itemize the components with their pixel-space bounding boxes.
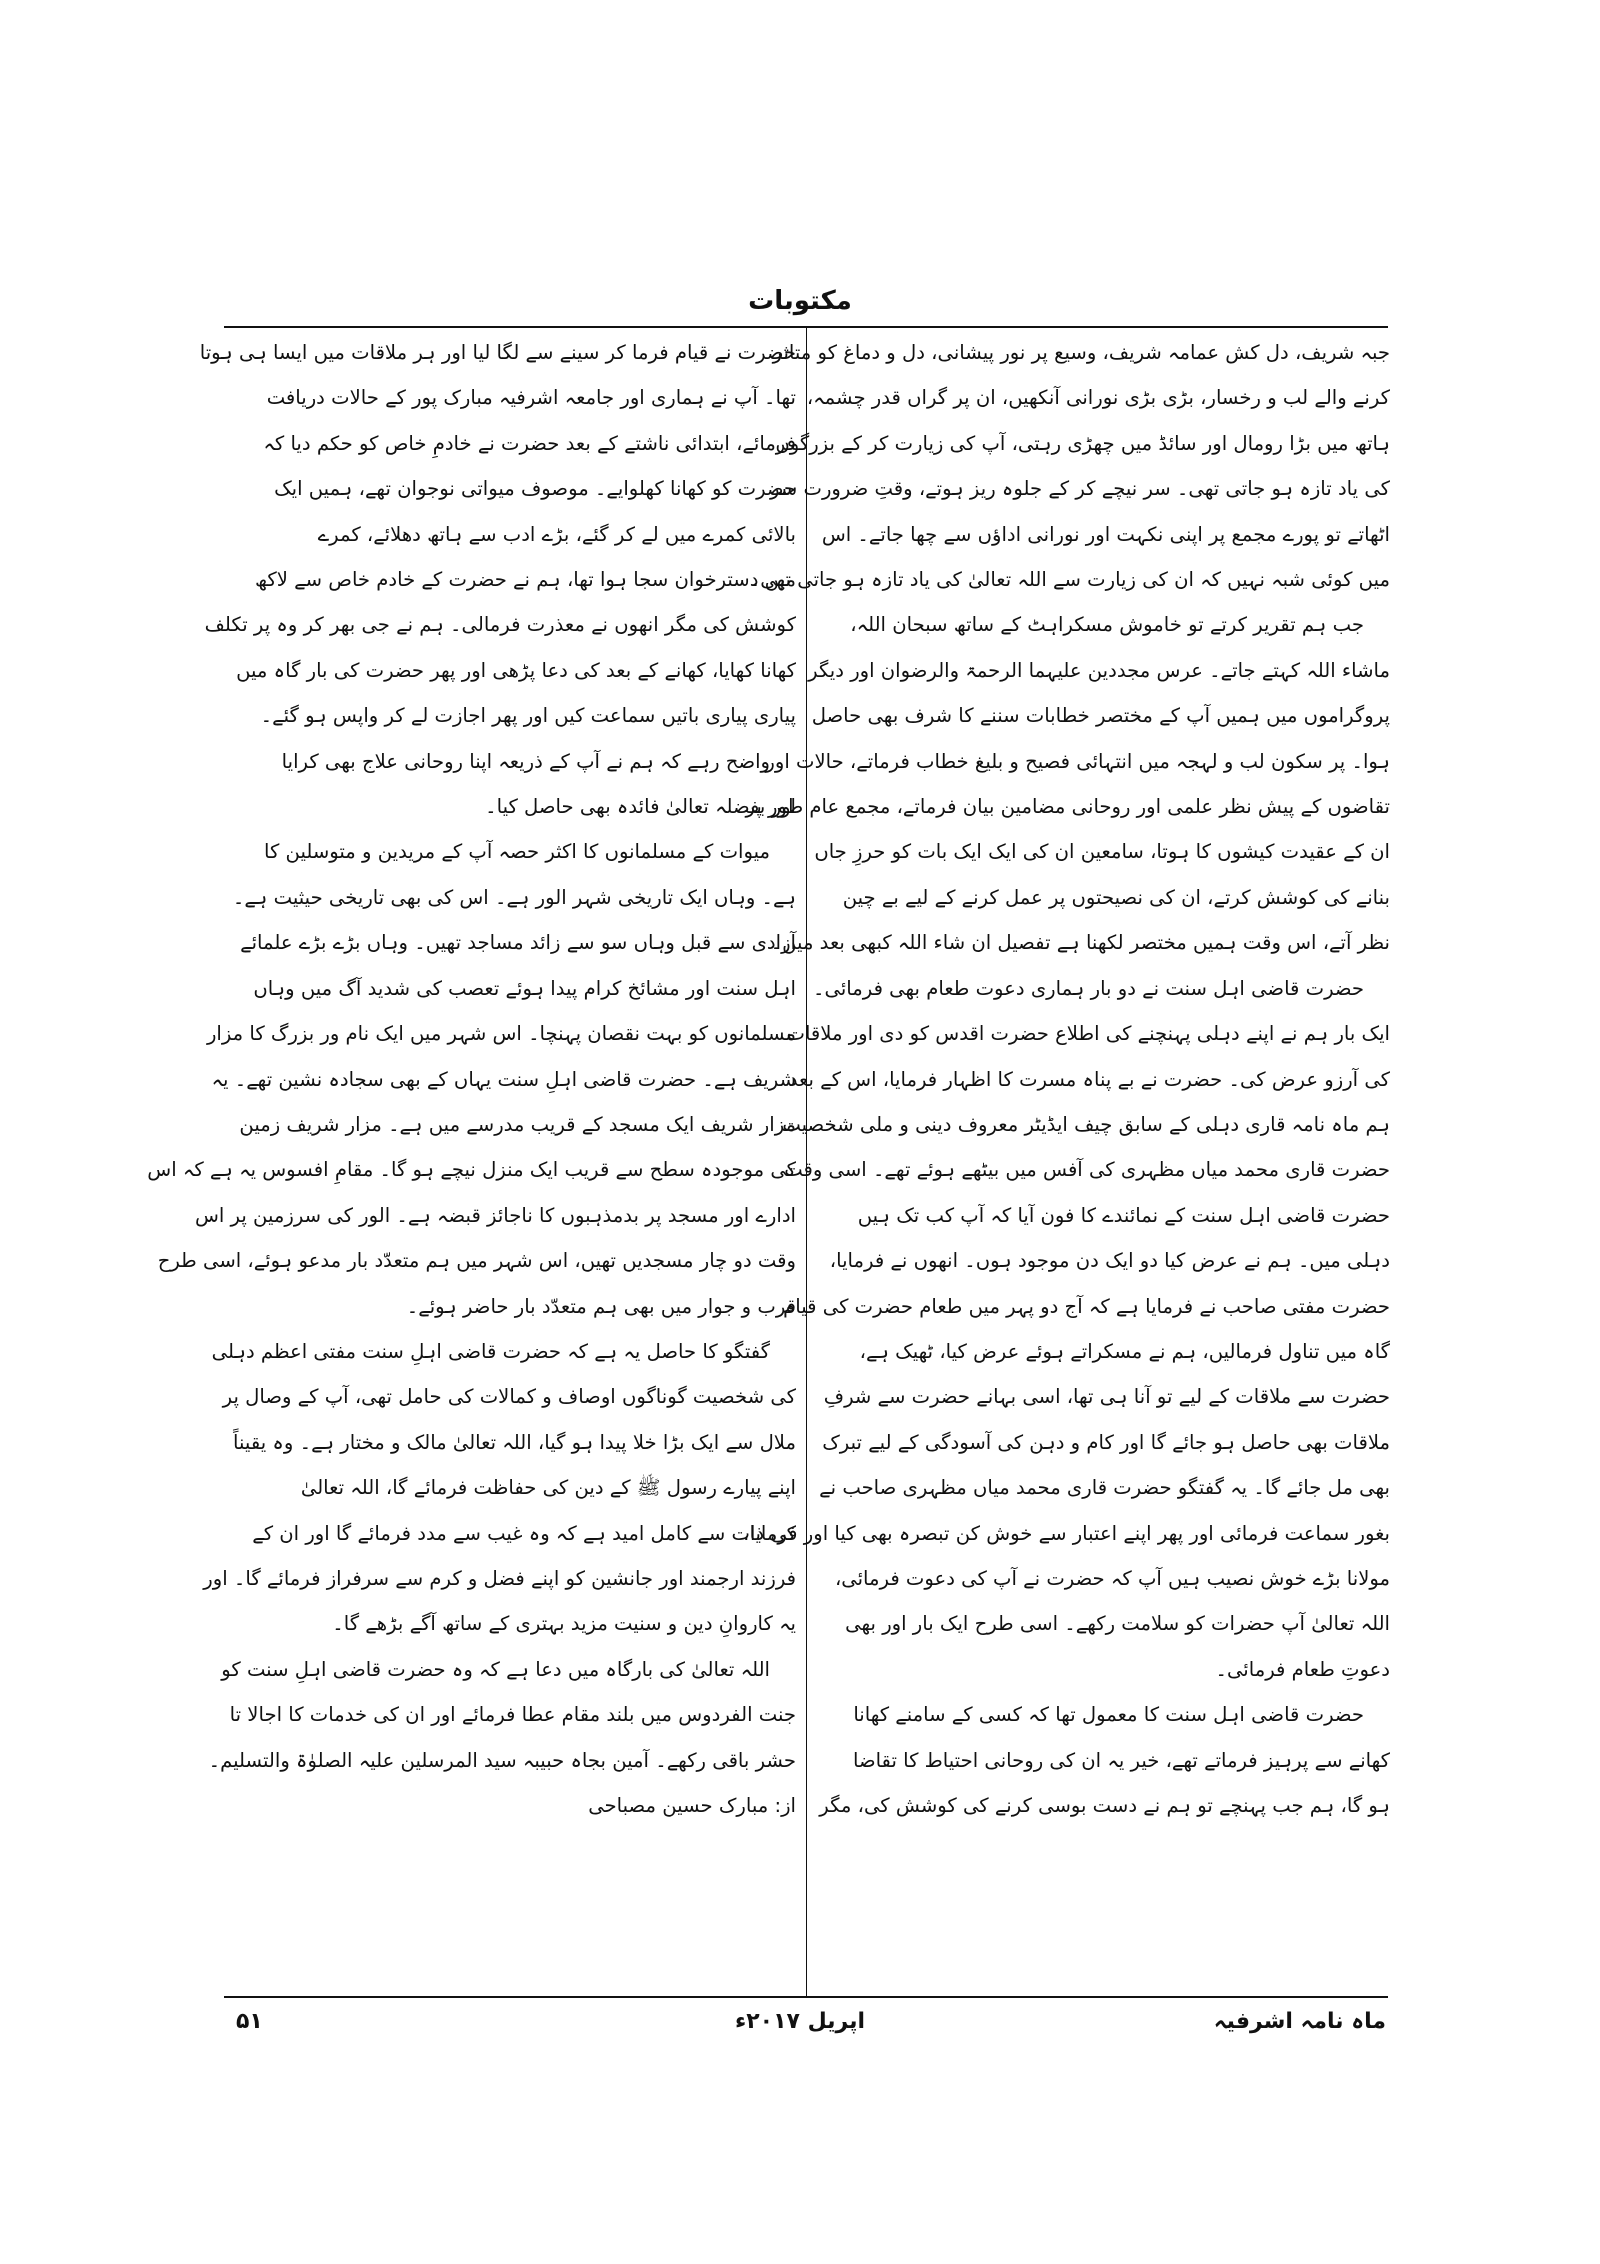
text-line: ہے۔ وہاں ایک تاریخی شہر الور ہے۔ اس کی بھی تاریخی حیثیت ہے۔ [232,885,796,909]
text-line: ادارے اور مسجد پر بدمذہبوں کا ناجائز قبضہ ہے۔ الور کی سرزمین پر اس [194,1203,796,1227]
text-line: جنت الفردوس میں بلند مقام عطا فرمائے اور ان کی خدمات کا اجالا تا [229,1703,796,1727]
text-line: ہو گا، ہم جب پہنچے تو ہم نے دست بوسی کرنے کی کوشش کی، مگر [819,1794,1390,1817]
text-line: فرزند ارجمند اور جانشین کو اپنے فضل و کرم سے سرفراز فرمائے گا۔ اور [203,1566,796,1590]
text-line: حضرت قاضی اہل سنت کے نمائندے کا فون آیا کہ آپ کب تک ہیں [857,1203,1390,1227]
right-column [743,330,1390,1990]
text-line: یہ کاروانِ دین و سنیت مزید بہتری کے ساتھ آگے بڑھے گا۔ [332,1612,796,1636]
text-line: ہوا۔ پر سکون لب و لہجہ میں انتہائی فصیح و بلیغ خطاب فرماتے، حالات اور [765,749,1390,773]
text-line: مسلمانوں کو بہت نقصان پہنچا۔ اس شہر میں ایک نام ور بزرگ کا مزار [206,1022,796,1046]
author-signature: از: مبارک حسین مصباحی [588,1794,796,1817]
text-line: جب ہم تقریر کرتے تو خاموش مسکراہٹ کے ساتھ سبحان اللہ، [850,613,1364,637]
text-line: قرب و جوار میں بھی ہم متعدّد بار حاضر ہوئے۔ [406,1294,796,1318]
text-line: تقاضوں کے پیش نظر علمی اور روحانی مضامین بیان فرماتے، مجمع عام طور پر [745,795,1390,819]
text-line: کی موجودہ سطح سے قریب ایک منزل نیچے ہو گا۔ مقامِ افسوس یہ ہے کہ اس [147,1158,796,1182]
left-column [147,330,796,1990]
text-line: اللہ تعالیٰ آپ حضرات کو سلامت رکھے۔ اسی طرح ایک بار اور بھی [845,1612,1390,1636]
text-line: حضرت قاضی اہل سنت نے دو بار ہماری دعوت طعام بھی فرمائی۔ [813,976,1364,1000]
text-line: تھا۔ آپ نے ہماری اور جامعہ اشرفیہ مبارک پور کے حالات دریافت [266,386,796,410]
text-line: وقت دو چار مسجدیں تھیں، اس شہر میں ہم متعدّد بار مدعو ہوئے، اسی طرح [157,1249,796,1273]
text-line: حضرت نے قیام فرما کر سینے سے لگا لیا اور ہر ملاقات میں ایسا ہی ہوتا [199,341,796,364]
text-line: میں کوئی شبہ نہیں کہ ان کی زیارت سے اللہ تعالیٰ کی یاد تازہ ہو جاتی تھی۔ [748,568,1390,592]
text-line: نظر آتے، اس وقت ہمیں مختصر لکھنا ہے تفصیل ان شاء اللہ کبھی بعد میں۔ [770,931,1390,955]
text-line: ماشاء اللہ کہتے جاتے۔ عرس مجددین علیہما الرحمۃ والرضوان اور دیگر [808,658,1390,682]
text-line: بغور سماعت فرمائی اور پھر اپنے اعتبار سے خوش کن تبصرہ بھی کیا اور فرمایا، [743,1521,1390,1545]
text-line: آزادی سے قبل وہاں سو سے زائد مساجد تھیں۔ وہاں بڑے بڑے علمائے [240,931,796,955]
text-line: ہاتھ میں بڑا رومال اور سائڈ میں چھڑی رہتی، آپ کی زیارت کر کے بزرگوں [775,431,1390,455]
text-line: اور بفضلہ تعالیٰ فائدہ بھی حاصل کیا۔ [485,795,796,819]
text-line: دہلی میں۔ ہم نے عرض کیا دو ایک دن موجود ہوں۔ انھوں نے فرمایا، [829,1249,1390,1273]
text-line: ایک بار ہم نے اپنے دہلی پہنچنے کی اطلاع حضرت اقدس کو دی اور ملاقات [786,1022,1390,1046]
text-line: گاہ میں تناول فرمالیں، ہم نے مسکراتے ہوئے عرض کیا، ٹھیک ہے، [859,1339,1390,1363]
text-line: کرنے والے لب و رخسار، بڑی بڑی نورانی آنکھیں، ان پر گراں قدر چشمہ، [806,386,1390,410]
text-line: کھانا کھایا، کھانے کے بعد کی دعا پڑھی اور پھر حضرت کی بار گاہ میں [236,658,796,682]
text-line: گفتگو کا حاصل یہ ہے کہ حضرت قاضی اہلِ سنت مفتی اعظم دہلی [211,1339,770,1363]
text-line: اللہ تعالیٰ کی بارگاہ میں دعا ہے کہ وہ حضرت قاضی اہلِ سنت کو [221,1657,770,1681]
text-line: کی یاد تازہ ہو جاتی تھی۔ سر نیچے کر کے جلوہ ریز ہوتے، وقتِ ضرورت سر [770,477,1390,501]
text-line: مولانا بڑے خوش نصیب ہیں آپ کہ حضرت نے آپ کی دعوت فرمائی، [834,1566,1390,1590]
text-line: حضرت مفتی صاحب نے فرمایا ہے کہ آج دو پہر میں طعام حضرت کی قیام [783,1294,1390,1318]
magazine-name: ماہ نامہ اشرفیہ [1213,2009,1386,2034]
text-line: میں دسترخوان سجا ہوا تھا، ہم نے حضرت کے خادم خاص سے لاکھ [255,568,796,592]
text-line: میوات کے مسلمانوں کا اکثر حصہ آپ کے مریدین و متوسلین کا [264,840,770,864]
text-line: فرمائے، ابتدائی ناشتے کے بعد حضرت نے خادمِ خاص کو حکم دیا کہ [263,431,796,455]
text-line: دعوتِ طعام فرمائی۔ [1215,1657,1390,1681]
text-line: اٹھاتے تو پورے مجمع پر اپنی نکہت اور نورانی اداؤں سے چھا جاتے۔ اس [821,522,1390,546]
text-line: کی آرزو عرض کی۔ حضرت نے بے پناہ مسرت کا اظہار فرمایا، اس کے بعد [788,1067,1390,1091]
page-number: ۵۱ [236,2009,263,2034]
text-line: بالائی کمرے میں لے کر گئے، بڑے ادب سے ہاتھ دھلائے، کمرے [317,522,796,546]
text-line: حضرت سے ملاقات کے لیے تو آنا ہی تھا، اسی بہانے حضرت سے شرفِ [823,1385,1390,1409]
text-line: پیاری پیاری باتیں سماعت کیں اور پھر اجازت لے کر واپس ہو گئے۔ [260,704,796,728]
text-line: بھی مل جائے گا۔ یہ گفتگو حضرت قاری محمد میاں مظہری صاحب نے [819,1476,1390,1500]
text-line: اپنے پیارے رسول ﷺ کے دین کی حفاظت فرمائے گا، اللہ تعالیٰ [300,1476,796,1500]
text-line: حشر باقی رکھے۔ آمین بجاہ حبیبہ سید المرسلین علیہ الصلوٰۃ والتسلیم۔ [208,1748,796,1772]
text-line: ہم ماہ نامہ قاری دہلی کے سابق چیف ایڈیٹر معروف دینی و ملی شخصیت [782,1112,1390,1136]
text-line: ملال سے ایک بڑا خلا پیدا ہو گیا، اللہ تعالیٰ مالک و مختار ہے۔ وہ یقیناً [233,1430,796,1454]
text-line: شریف ہے۔ حضرت قاضی اہلِ سنت یہاں کے بھی سجادہ نشین تھے۔ یہ [211,1067,796,1091]
text-line: کی ذات سے کامل امید ہے کہ وہ غیب سے مدد فرمائے گا اور ان کے [252,1521,796,1545]
text-line: پروگراموں میں ہمیں آپ کے مختصر خطابات سننے کا شرف بھی حاصل [811,704,1390,728]
text-line: جبہ شریف، دل کش عمامہ شریف، وسیع پر نور پیشانی، دل و دماغ کو متاثر [772,341,1390,364]
text-line: کی شخصیت گوناگوں اوصاف و کمالات کی حامل تھی، آپ کے وصال پر [222,1385,796,1409]
text-line: حضرت قاری محمد میاں مظہری کی آفس میں بیٹھے ہوئے تھے۔ اسی وقت [784,1158,1390,1182]
footer-rule [224,1996,1388,1998]
text-line: ان کے عقیدت کیشوں کا ہوتا، سامعین ان کی ایک ایک بات کو حرزِ جاں [814,840,1390,864]
text-line: ملاقات بھی حاصل ہو جائے گا اور کام و دہن کی آسودگی کے لیے تبرک [822,1430,1390,1454]
page-title: مکتوبات [748,286,852,316]
text-line: حضرت قاضی اہل سنت کا معمول تھا کہ کسی کے سامنے کھانا [853,1703,1364,1727]
text-line: اہل سنت اور مشائخ کرام پیدا ہوئے تعصب کی شدید آگ میں وہاں [253,976,796,1000]
text-line: کوشش کی مگر انھوں نے معذرت فرمالی۔ ہم نے جی بھر کر وہ پر تکلف [204,613,796,637]
text-line: کھانے سے پرہیز فرماتے تھے، خیر یہ ان کی روحانی احتیاط کا تقاضا [852,1748,1390,1772]
text-line: واضح رہے کہ ہم نے آپ کے ذریعہ اپنا روحانی علاج بھی کرایا [281,749,770,773]
text-line: بنانے کی کوشش کرتے، ان کی نصیحتوں پر عمل کرنے کے لیے بے چین [842,885,1390,909]
issue-date: اپریل ۲۰۱۷ء [734,2009,865,2034]
text-line: مزار شریف ایک مسجد کے قریب مدرسے میں ہے۔ مزار شریف زمین [239,1112,796,1136]
text-line: حضرت کو کھانا کھلوایے۔ موصوف میواتی نوجوان تھے، ہمیں ایک [274,477,796,501]
